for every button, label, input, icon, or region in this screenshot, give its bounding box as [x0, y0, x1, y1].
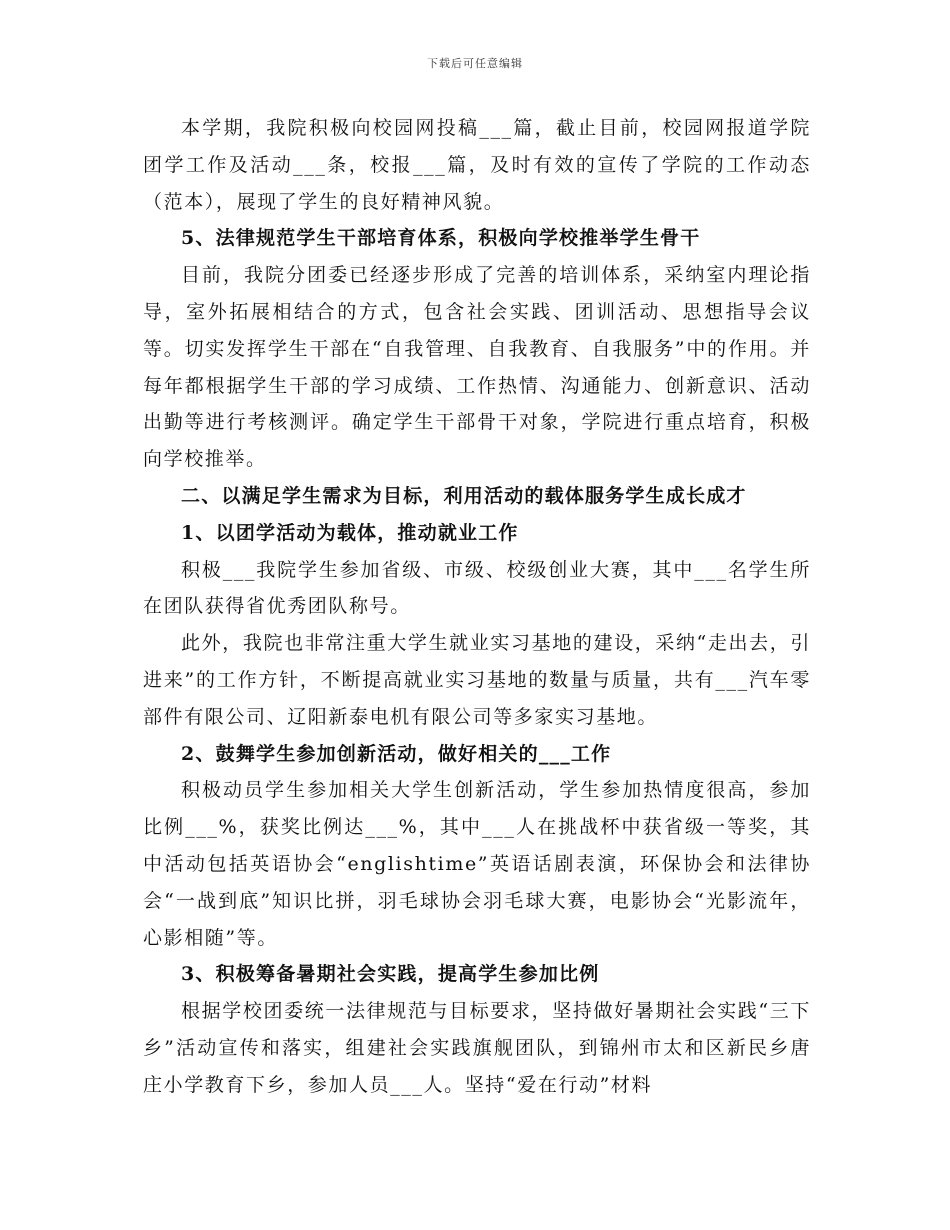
paragraph-innovation: 积极动员学生参加相关大学生创新活动，学生参加热情度很高，参加比例___%，获奖比例达___%，其中___人在挑战杯中获省级一等奖，其中活动包括英语协会“englishtime”英语话剧表演，环保协会和法律协会“一战到底”知识比拼，羽毛球协会羽毛球大赛，电影协会“光影流年，心影相随”等。 — [143, 779, 811, 949]
paragraph-publicity: 本学期，我院积极向校园网投稿___篇，截止目前，校园网报道学院团学工作及活动___条，校报___篇，及时有效的宣传了学院的工作动态（范本），展现了学生的良好精神风貌。 — [143, 117, 811, 213]
paragraph-startup-contest: 积极___我院学生参加省级、市级、校级创业大赛，其中___名学生所在团队获得省优秀团队称号。 — [143, 558, 811, 618]
paragraph-internship-bases: 此外，我院也非常注重大学生就业实习基地的建设，采纳“走出去，引进来”的工作方针，不断提高就业实习基地的数量与质量，共有___汽车零部件有限公司、辽阳新泰电机有限公司等多家实习基地。 — [143, 632, 811, 728]
heading-summer-practice: 3、积极筹备暑期社会实践，提高学生参加比例 — [181, 963, 600, 986]
heading-innovation: 2、鼓舞学生参加创新活动，做好相关的___工作 — [181, 742, 612, 765]
paragraph-summer-practice: 根据学校团委统一法律规范与目标要求，坚持做好暑期社会实践“三下乡”活动宣传和落实，组建社会实践旗舰团队，到锦州市太和区新民乡唐庄小学教育下乡，参加人员___人。坚持“爱在行动”材料 — [143, 1000, 811, 1096]
heading-employment: 1、以团学活动为载体，推动就业工作 — [181, 521, 519, 544]
document-body — [143, 110, 811, 1104]
heading-cadre-training: 5、法律规范学生干部培育体系，积极向学校推举学生骨干 — [181, 227, 701, 250]
paragraph-cadre-training: 目前，我院分团委已经逐步形成了完善的培训体系，采纳室内理论指导，室外拓展相结合的方式，包含社会实践、团训活动、思想指导会议等。切实发挥学生干部在“自我管理、自我教育、自我服务”中的作用。并每年都根据学生干部的学习成绩、工作热情、沟通能力、创新意识、活动出勤等进行考核测评。确定学生干部骨干对象，学院进行重点培育，积极向学校推举。 — [143, 264, 811, 471]
heading-section-two: 二、以满足学生需求为目标，利用活动的载体服务学生成长成才 — [181, 484, 747, 507]
page-header: 下载后可任意编辑 — [427, 57, 523, 70]
